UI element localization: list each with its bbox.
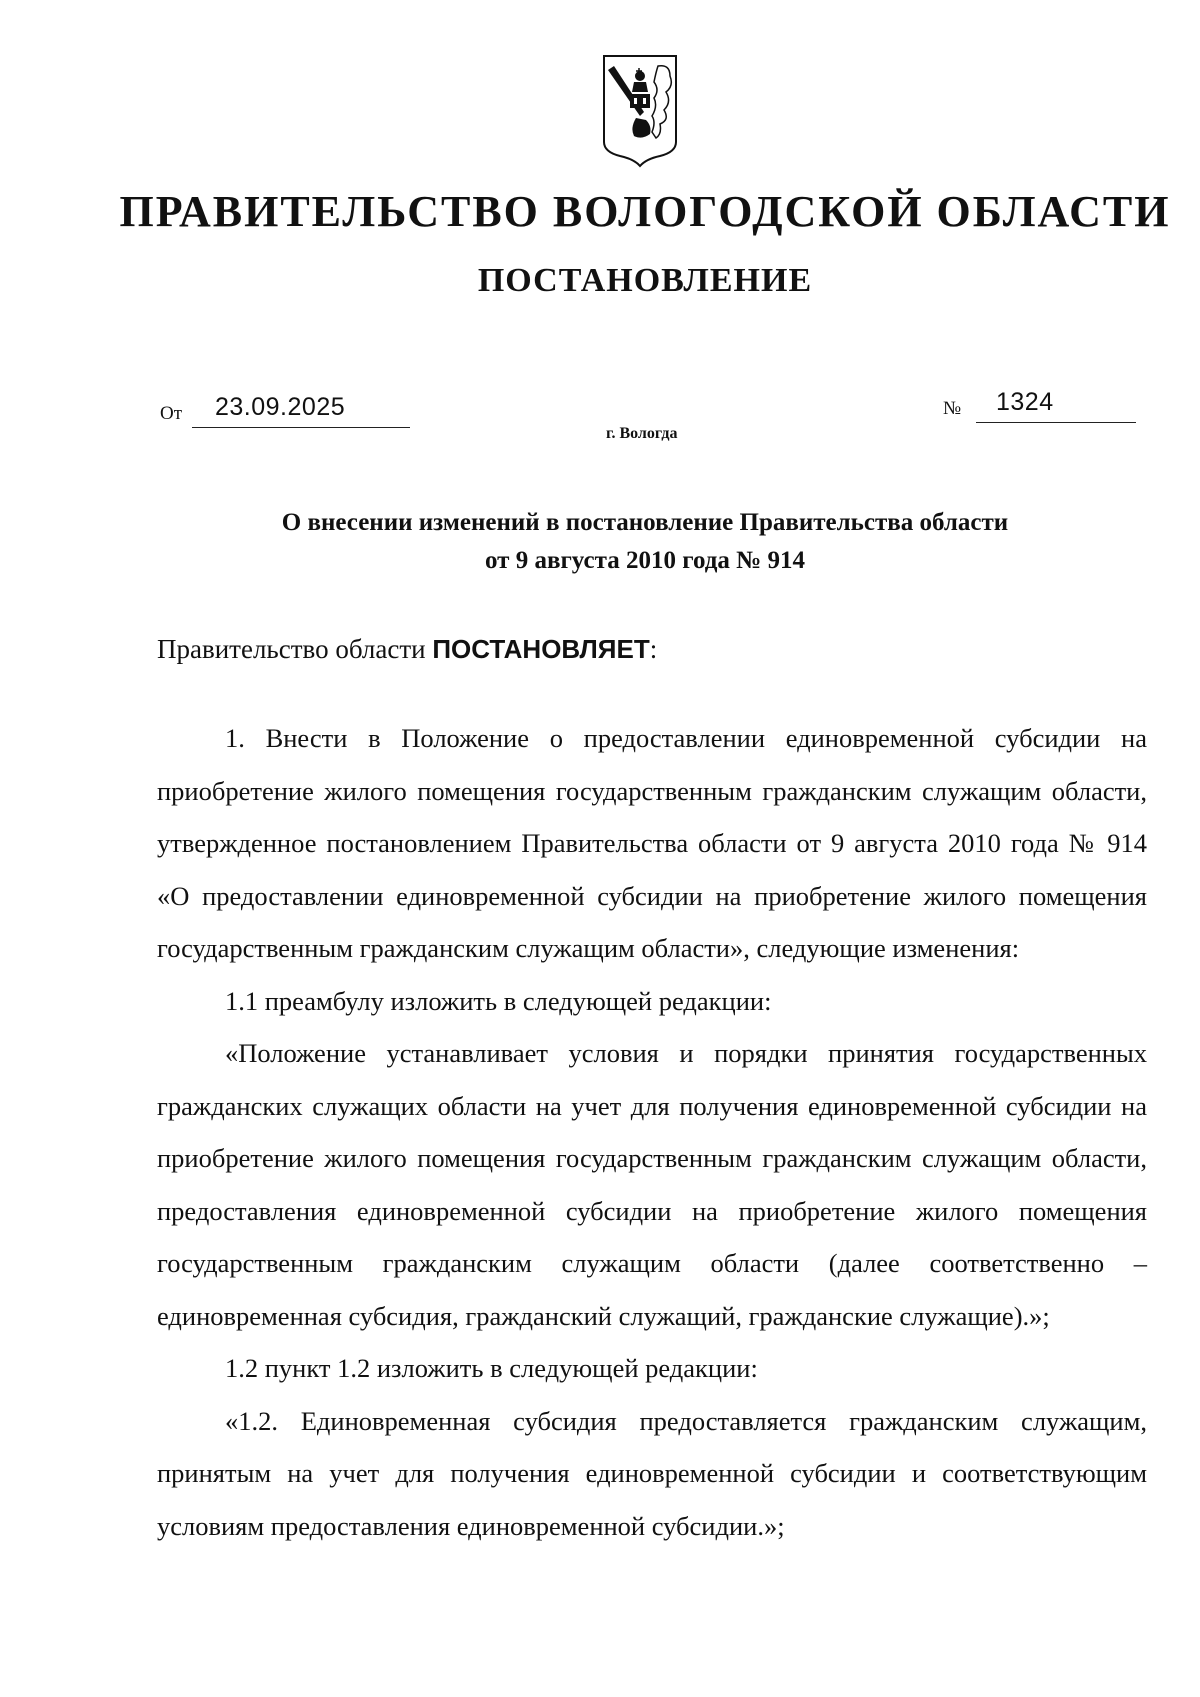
paragraph-1: 1. Внести в Положение о предоставлении единовременной субсидии на приобретение жилого помещения государственным гражданским служащим области, утвержденное постановлением Правительства области от 9 августа 2010 года № 914 «О предоставлении единовременной субсидии на приобретение жилого помещения государственным гражданским служащим области», следующие изменения: — [157, 723, 1147, 963]
organization-title: ПРАВИТЕЛЬСТВО ВОЛОГОДСКОЙ ОБЛАСТИ — [119, 187, 1171, 236]
date-value: 23.09.2025 — [215, 393, 346, 421]
intro-emphasis: ПОСТАНОВЛЯЕТ — [432, 634, 650, 664]
date-underline — [192, 427, 410, 428]
number-value: 1324 — [996, 388, 1054, 416]
subject-line-1: О внесении изменений в постановление Правительства области — [281, 509, 1009, 536]
document-body — [157, 712, 1147, 1552]
intro-text: Правительство области — [157, 634, 433, 664]
document-type: ПОСТАНОВЛЕНИЕ — [477, 262, 813, 299]
paragraph-1-1: 1.1 преамбулу изложить в следующей редакции: — [225, 985, 772, 1016]
city-label: г. Вологда — [606, 425, 678, 442]
paragraph-1-2: 1.2 пункт 1.2 изложить в следующей редакции: — [225, 1353, 758, 1383]
subject-line-2: от 9 августа 2010 года № 914 — [485, 547, 805, 574]
intro-suffix: : — [649, 634, 658, 664]
date-field — [160, 393, 420, 433]
vologda-coat-of-arms-icon — [600, 52, 680, 170]
paragraph-point-1-2: «1.2. Единовременная субсидия предоставляется гражданским служащим, принятым на учет для получения единовременной субсидии и соответствующим условиям предоставления единовременной субсидии.»; — [157, 1405, 1147, 1541]
number-prefix: № — [943, 398, 962, 419]
date-prefix: От — [160, 403, 183, 424]
resolution-intro — [157, 634, 657, 665]
paragraph-preamble: «Положение устанавливает условия и порядки принятия государственных гражданских служащих области на учет для получения единовременной субсидии на приобретение жилого помещения государственным гражданским служащим области, предоставления единовременной субсидии на приобретение жилого помещения государственным гражданским служащим области (далее соответственно – единовременная субсидия, гражданский служащий, гражданские служащие).»; — [157, 1038, 1147, 1331]
number-field — [943, 388, 1143, 428]
document-subject — [160, 504, 1130, 580]
number-underline — [976, 422, 1136, 423]
